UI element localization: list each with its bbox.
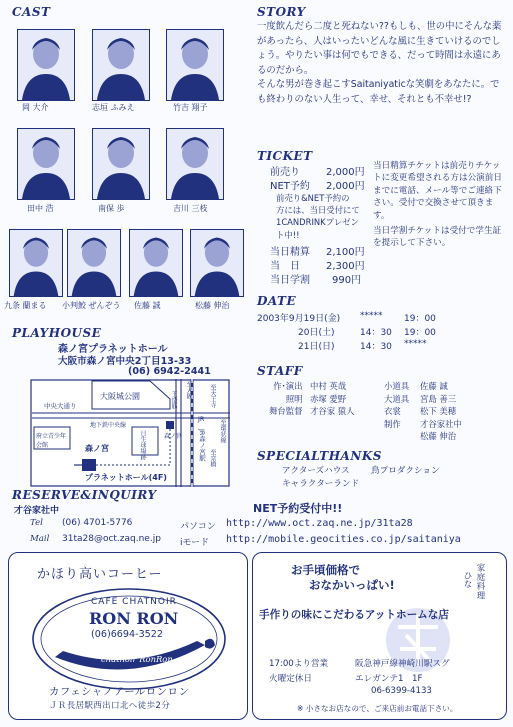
cast-name: 吉川 三枝 [173,204,208,213]
ad-cafe-ronron [8,552,248,720]
thanks-item-2: 鳥プロダクション [371,466,440,476]
map-exit-label: 森ノ宮 [164,433,183,440]
portrait-icon [93,30,149,100]
cast-heading: CAST [12,5,51,19]
ticket-presale-price: 2,000円 [326,167,365,178]
cast-photo [166,128,224,200]
map-road-right-3: 至環状線 [219,419,226,443]
portrait-icon [18,129,74,199]
cast-photo [67,229,121,297]
staff-role: 制作 [384,418,401,429]
ticket-sameday-price: 2,300円 [326,261,365,272]
map-subway-label: 地下鉄中央線 [90,422,127,429]
cafe-name-en: CAFE CHATNOIR [91,597,177,607]
cast-name: 小判鮫 ぜんぞう [62,301,121,310]
cafe-script-logo: chatnoir RonRon [101,654,173,664]
ticket-net-price: 2,000円 [326,181,365,192]
playhouse-address: 大阪市森ノ宮中央2丁目13-33 [58,356,192,367]
story-paragraph-2: そんな男が巻き起こすSaitaniyaticな笑劇をあなたに。でも終わりのない人生って、幸せ、それとも不幸せ!? [257,79,500,105]
staff-name: 佐藤 誠 [420,381,448,391]
cafe-name: RON RON [89,609,179,628]
reserve-org: 才谷家社中 [14,506,60,516]
reserve-tel-label: Tel [30,518,43,528]
date-row-3-evening: ***** [404,339,427,349]
playhouse-name: 森ノ宮プラネットホール [58,344,168,355]
ticket-side-notes [373,160,505,250]
map-road-right-1: 至天王寺 [209,384,216,408]
staff-role: 作･演出 [273,381,303,391]
staff-role: 大道具 [384,393,410,404]
map-venue-label-2: プラネットホール(4F) [85,473,167,482]
staff-role: 小道具 [384,381,410,391]
playhouse-heading: PLAYHOUSE [12,326,102,340]
hina-genre: 家庭料理 [476,563,486,601]
ticket-student-label: 当日学割 [270,275,310,286]
cast-photo [166,29,224,101]
ticket-note [276,192,360,241]
ticket-net-label: NET予約 [270,181,310,192]
staff-right-names [420,380,462,443]
cast-photo [9,229,63,297]
cast-name: 田中 浩 [27,204,54,213]
map-jr-station: JR森ノ宮駅 [198,429,206,462]
hina-access: 阪急神戸線神崎川駅スグ [355,659,450,669]
cast-name: 佐藤 誠 [134,301,161,310]
mobile-label: iモード [180,538,210,548]
date-row-1-matinee: ***** [360,311,383,321]
date-row-3-day: 21日(日) [298,342,335,352]
ticket-presale-label: 前売り [270,167,300,178]
map-park-label: 大阪城公園 [100,392,140,401]
cast-photo [92,29,150,101]
cast-name: 九条 蘭まる [4,301,47,310]
date-row-3-matinee: 14：30 [360,342,392,352]
staff-name: 赤塚 愛野 [310,393,347,404]
staff-left-names [310,380,355,418]
date-row-1-day: 2003年9月19日(金) [257,314,341,324]
hina-line-1: お手頃価格で [291,563,360,577]
thanks-item-1: アクターズハウス [282,466,350,476]
cast-name: 竹吉 翔子 [173,103,208,112]
ad-restaurant-hina [252,552,507,720]
hina-tagline: 手作りの味にこだわるアットホームな店 [259,609,449,621]
hina-hours: 17:00より営業 [269,659,329,669]
ticket-note-line: 1CANDRINKプレゼン [276,217,359,228]
date-row-1-evening: 19：00 [404,314,436,324]
staff-right-roles [384,380,409,443]
map-road-top: 至大阪 [185,381,192,399]
cast-photo [92,128,150,200]
date-row-2-day: 20日(土) [298,328,335,338]
thanks-item-3: キャラクターランド [282,479,360,489]
staff-heading: STAFF [257,364,303,378]
portrait-icon [68,230,120,296]
staff-name: 松下 美穂 [420,406,457,416]
access-map [30,379,230,487]
staff-name: 才谷家 猿人 [310,406,355,416]
story-heading: STORY [257,5,306,19]
hina-shop-name: ひな [462,571,472,589]
cast-photo [17,29,75,101]
ticket-door-label: 当日精算 [270,247,310,258]
ticket-note-line: 前売り&NET予約の [276,193,350,203]
reserve-mail-label: Mail [30,534,50,544]
ticket-door-price: 2,100円 [326,247,365,258]
map-jr-label: JR [198,415,205,423]
pc-label: パソコン [180,522,216,532]
portrait-icon [167,129,223,199]
cafe-name-ja: カフェシャノアールロンロン [49,686,190,698]
portrait-icon [167,30,223,100]
pc-url-link[interactable]: http://www.oct.zaq.ne.jp/31ta28 [226,518,413,529]
story-paragraph-1: 一度飲んだら二度と死ねない??もしも、世の中にそんな薬があったら、人はいったいどんな風に生きていけるのでしょう。やりたい事は何でもできる、だって時間は永遠にあるのだから。 [257,21,502,76]
map-road-chuo: 中央大通り [44,402,77,410]
cast-photo [129,229,183,297]
net-reserve-heading: NET予約受付中!! [253,502,343,515]
ticket-side-note-1: 当日精算チケットは前売りチケットに変更希望される方は公演前日までに電話、メール等でご連絡下さい。受付で交換させて頂きます。 [373,161,502,221]
date-heading: DATE [257,294,297,308]
portrait-icon [130,230,182,296]
hina-tel: 06-6399-4133 [371,686,432,696]
ticket-student-price: 990円 [332,275,362,286]
map-road-tamatsukuri: 玉造筋 [170,391,177,409]
ticket-side-note-2: 当日学割チケットは受付で学生証を提示して下さい。 [373,226,502,249]
ticket-heading: TICKET [257,149,313,163]
hina-building: エレガンテ1 1F [355,674,423,684]
reserve-mail[interactable]: 31ta28@oct.zaq.ne.jp [62,534,161,544]
ticket-note-line: ト中!! [276,229,300,240]
cast-photo [190,229,244,297]
portrait-icon [10,230,62,296]
cast-name: 南保 歩 [98,204,125,213]
ticket-note-line: 方には、当日受付にて [276,205,360,216]
cafe-catch: かほり高いコーヒー [37,567,163,582]
cast-photo [17,128,75,200]
hina-line-2: おなかいっぱい! [309,578,395,592]
cafe-access: ＪＲ長居駅西出口北へ徒歩2分 [49,700,171,710]
cafe-tel: (06)6694-3522 [91,629,163,640]
staff-role: 照明 [285,393,303,404]
staff-role: 衣裳 [384,406,401,416]
cast-name: 岡 大介 [22,103,49,112]
date-row-2-evening: 19：00 [404,328,436,338]
portrait-icon [93,129,149,199]
mobile-url-link[interactable]: http://mobile.geocities.co.jp/saitaniya [226,534,461,545]
staff-left-roles [269,380,303,418]
playhouse-tel: (06) 6942-2441 [128,366,211,377]
story-text [257,20,503,108]
date-row-2-matinee: 14：30 [360,328,392,338]
staff-name: 才谷家社中 [420,418,462,429]
hina-closed: 火曜定休日 [269,674,312,684]
portrait-icon [191,230,243,296]
cast-name: 松藤 伸治 [195,301,230,310]
map-school-label: 府立青少年会館 [36,433,67,449]
map-venue-label-1: 森ノ宮 [85,444,109,453]
staff-role [384,430,409,443]
portrait-icon [18,30,74,100]
staff-role: 舞台監督 [269,406,303,416]
staff-name: 宮島 善三 [420,393,457,404]
ticket-sameday-label: 当 日 [270,261,300,272]
map-nissei-label: 日生球場跡 [139,430,146,460]
map-road-right-2: 至京橋 [209,449,216,467]
reserve-heading: RESERVE&INQUIRY [12,488,157,502]
staff-name: 松藤 伸治 [420,431,457,441]
staff-name: 中村 英哉 [310,381,347,391]
hina-note: ※ 小さなお店なので、ご来店前お電話下さい。 [297,704,458,713]
cast-name: 志垣 ふみえ [92,103,135,112]
thanks-heading: SPECIALTHANKS [257,449,382,463]
reserve-tel[interactable]: (06) 4701-5776 [62,518,133,528]
